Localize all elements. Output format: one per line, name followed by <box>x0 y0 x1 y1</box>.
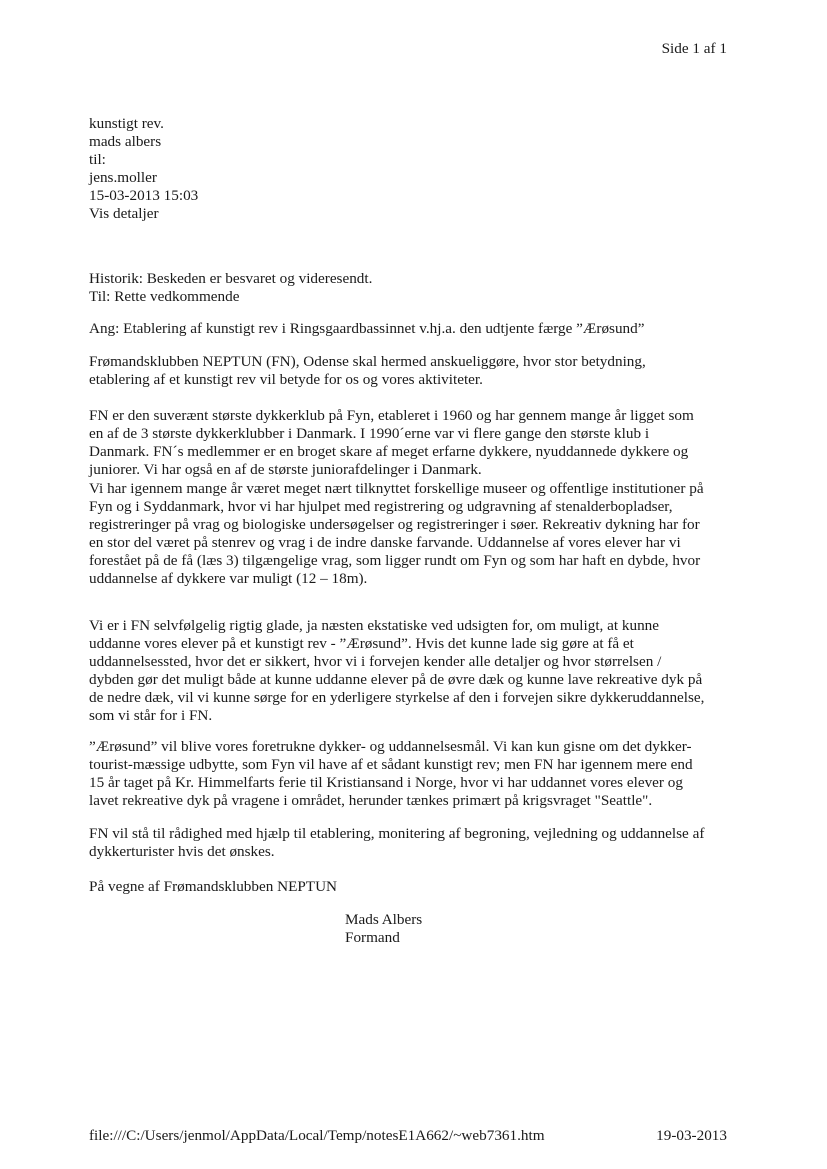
text-line: uddannelse af dykkere var muligt (12 – 18m). <box>89 570 368 587</box>
text-line: uddanne vores elever på et kunstigt rev - ”Ærøsund”. Hvis det kunne lade sig gøre at få et <box>89 635 634 652</box>
email-to-label: til: <box>89 151 106 168</box>
text-line: ”Ærøsund” vil blive vores foretrukne dykker- og uddannelsesmål. Vi kan kun gisne om det dykker- <box>89 738 692 755</box>
text-line: Frømandsklubben NEPTUN (FN), Odense skal hermed anskueliggøre, hvor stor betydning, <box>89 353 646 370</box>
email-datetime: 15-03-2013 15:03 <box>89 187 199 204</box>
text-line: Danmark. FN´s medlemmer er en broget skare af meget erfarne dykkere, nyuddannede dykkere og <box>89 443 689 460</box>
email-recipient: jens.moller <box>89 169 157 186</box>
text-line: dybden gør det muligt både at kunne uddanne elever på de øvre dæk og kunne lave rekreative dyk på <box>89 671 703 688</box>
text-line: forestået på de få (læs 3) tilgængelige vrag, som ligger rundt om Fyn og som har haft en dybde, hvor <box>89 552 701 569</box>
text-line: dykkerturister hvis det ønskes. <box>89 843 275 860</box>
signature-block <box>345 911 422 947</box>
text-line: registreringer på vrag og biologiske undersøgelser og registreringer i søer. Rekreativ dykning har for <box>89 516 700 533</box>
footer-date: 19-03-2013 <box>656 1127 727 1144</box>
footer-file-path: file:///C:/Users/jenmol/AppData/Local/Temp/notesE1A662/~web7361.htm <box>89 1127 545 1144</box>
history-status: Historik: Beskeden er besvaret og videresendt. <box>89 270 373 287</box>
paragraph-reef <box>89 617 739 725</box>
text-line: uddannelsessted, hvor det er sikkert, hvor vi i forvejen kender alle detaljer og hvor størrelsen / <box>89 653 662 670</box>
paragraph-history <box>89 480 739 588</box>
text-line: lavet rekreative dyk på vragene i området, herunder tænkes primært på krigsvraget "Seattle". <box>89 792 653 809</box>
history-recipient: Til: Rette vedkommende <box>89 288 240 305</box>
signature-title: Formand <box>345 929 400 946</box>
paragraph-offer <box>89 825 739 861</box>
page-number: Side 1 af 1 <box>661 40 727 57</box>
signature-name: Mads Albers <box>345 911 423 928</box>
closing-line: På vegne af Frømandsklubben NEPTUN <box>89 878 338 895</box>
text-line: juniorer. Vi har også en af de største juniorafdelinger i Danmark. <box>89 461 482 478</box>
text-line: en af de 3 største dykkerklubber i Danmark. I 1990´erne var vi flere gange den største klub i <box>89 425 650 442</box>
paragraph-club <box>89 407 739 479</box>
details-link[interactable]: Vis detaljer <box>89 205 159 222</box>
email-header <box>89 115 739 223</box>
text-line: en stor del været på stenrev og vrag i de indre danske farvande. Uddannelse af vores elever har vi <box>89 534 681 551</box>
text-line: 15 år taget på Kr. Himmelfarts ferie til Kristiansand i Norge, hvor vi har uddannet vores elever og <box>89 774 683 791</box>
email-history <box>89 270 739 306</box>
text-line: FN er den suverænt største dykkerklub på Fyn, etableret i 1960 og har gennem mange år ligget som <box>89 407 694 424</box>
text-line: FN vil stå til rådighed med hjælp til etablering, monitering af begroning, vejledning og uddannelse af <box>89 825 705 842</box>
email-subject: kunstigt rev. <box>89 115 164 132</box>
text-line: de nedre dæk, vil vi kunne sørge for en yderligere styrkelse af den i forvejen sikre dykkeruddannelse, <box>89 689 705 706</box>
email-sender: mads albers <box>89 133 162 150</box>
text-line: Vi er i FN selvfølgelig rigtig glade, ja næsten ekstatiske ved udsigten for, om muligt, at kunne <box>89 617 660 634</box>
text-line: Fyn og i Syddanmark, hvor vi har hjulpet med registrering og udgravning af stenalderbopladser, <box>89 498 673 515</box>
text-line: tourist-mæssige udbytte, som Fyn vil have af et sådant kunstigt rev; men FN har igennem mere end <box>89 756 693 773</box>
letter-subject: Ang: Etablering af kunstigt rev i Ringsgaardbassinnet v.hj.a. den udtjente færge ”Ærøsund” <box>89 320 645 337</box>
text-line: Vi har igennem mange år været meget nært tilknyttet forskellige museer og offentlige institutioner på <box>89 480 704 497</box>
text-line: som vi står for i FN. <box>89 707 213 724</box>
paragraph-intro <box>89 353 739 389</box>
text-line: etablering af et kunstigt rev vil betyde for os og vores aktiviteter. <box>89 371 483 388</box>
paragraph-tourism <box>89 738 739 810</box>
